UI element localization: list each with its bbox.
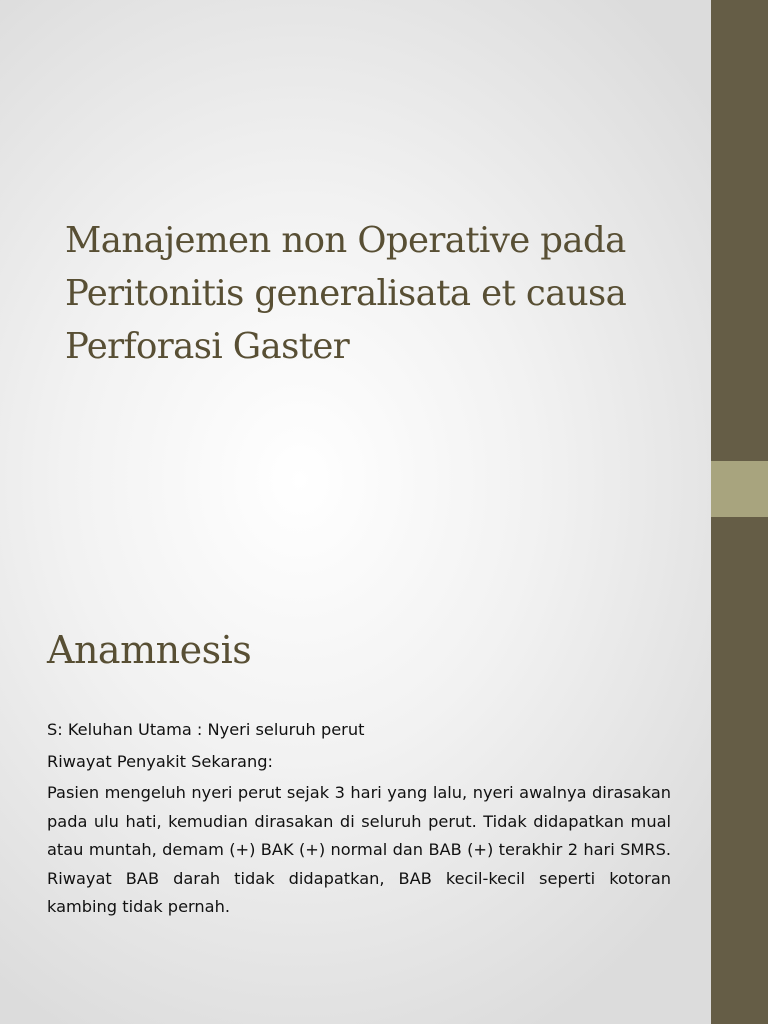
history-label: Riwayat Penyakit Sekarang: (47, 751, 273, 771)
section-heading: Anamnesis (47, 628, 252, 672)
slide-body (47, 716, 671, 922)
slide-title: Manajemen non Operative pada Peritonitis generalisata et causa Perforasi Gaster (65, 220, 627, 367)
chief-complaint-text: S: Keluhan Utama : Nyeri seluruh perut (47, 720, 365, 739)
sidebar-accent-block (711, 461, 768, 517)
history-paragraph: Pasien mengeluh nyeri perut sejak 3 hari yang lalu, nyeri awalnya dirasakan pada ulu hati, kemudian dirasakan di seluruh perut. Tidak didapatkan mual atau muntah, demam (+) BAK (+) normal dan BAB (+) terakhir 2 hari SMRS. Riwayat BAB darah tidak didapatkan, BAB kecil-kecil seperti kotoran kambing tidak pernah. (47, 783, 671, 916)
